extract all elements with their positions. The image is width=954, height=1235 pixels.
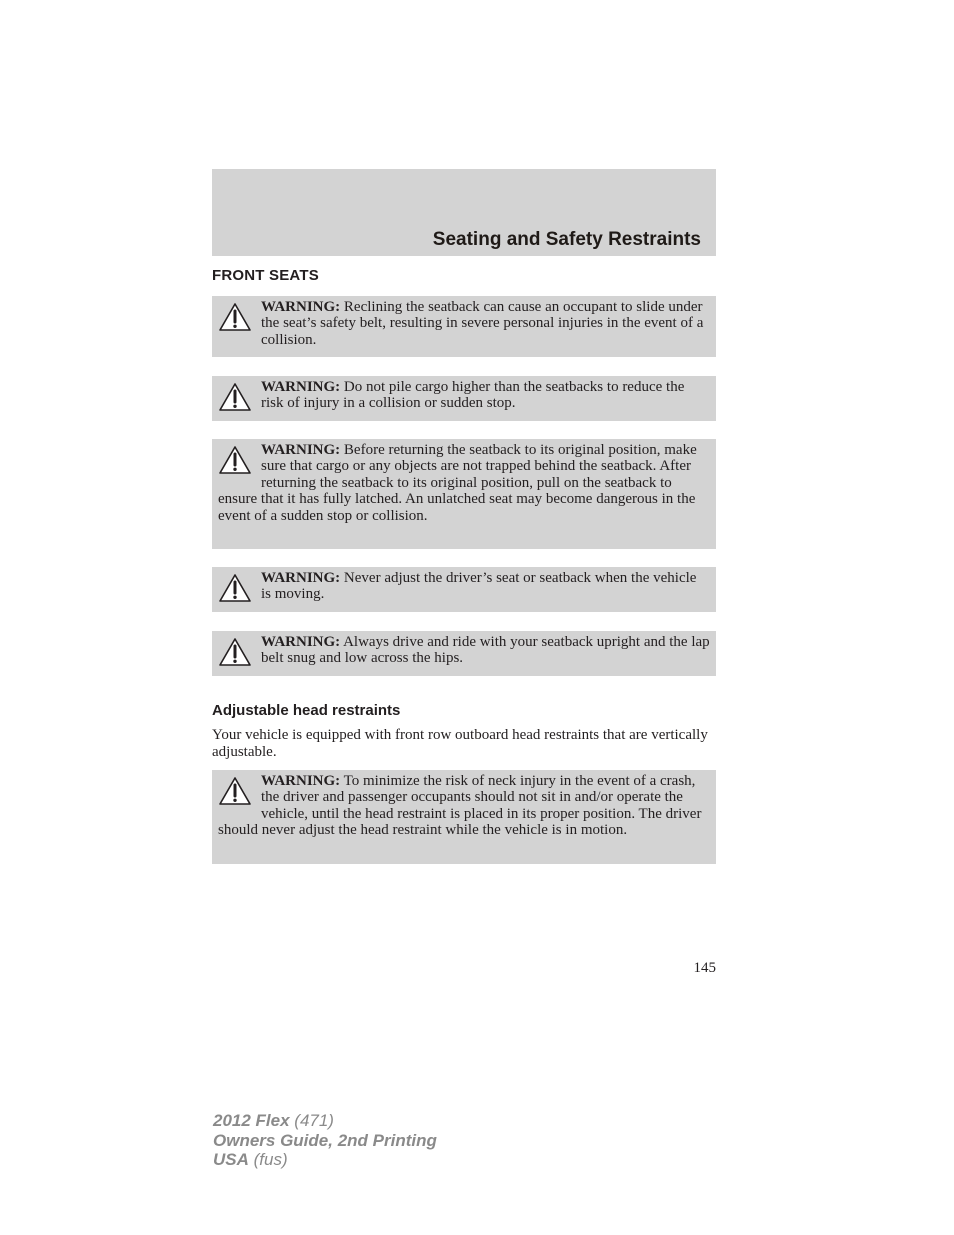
page-number: 145 [693,960,716,976]
footer-model: 2012 Flex [213,1111,290,1130]
subsection-title-head-restraints: Adjustable head restraints [212,702,401,719]
footer-model-code: (471) [289,1111,334,1130]
warning-label: WARNING: [261,634,341,650]
document-footer [213,1111,437,1170]
warning-label: WARNING: [261,570,341,586]
section-title-front-seats: FRONT SEATS [212,267,319,284]
footer-edition: Owners Guide, 2nd Printing [213,1130,437,1150]
warning-box-returning-seatback [212,439,716,549]
footer-line-market [213,1150,437,1170]
warning-label: WARNING: [261,379,341,395]
warning-triangle-icon [218,776,252,806]
footer-line-model [213,1111,437,1131]
warning-text: To minimize the risk of neck injury in the event of a crash, the driver and passenger occupants should not sit in and/or operate the vehicle, until the head restraint is placed in its proper position. The driver should never adjust the head restraint while the vehicle is in motion. [218,773,702,839]
warning-box-seatback-upright [212,631,716,676]
footer-market: USA [213,1150,249,1169]
warning-text: Reclining the seatback can cause an occupant to slide under the seat’s safety belt, resulting in severe personal injuries in the event of a collision. [261,299,704,348]
warning-label: WARNING: [261,299,341,315]
body-paragraph: Your vehicle is equipped with front row outboard head restraints that are vertically adjustable. [212,727,708,760]
warning-box-cargo [212,376,716,421]
warning-box-reclining [212,296,716,357]
chapter-title: Seating and Safety Restraints [432,229,701,250]
warning-box-adjust-moving [212,567,716,612]
warning-label: WARNING: [261,773,341,789]
warning-text: Always drive and ride with your seatback upright and the lap belt snug and low across the hips. [261,634,710,667]
warning-text: Never adjust the driver’s seat or seatback when the vehicle is moving. [261,570,697,603]
warning-triangle-icon [218,302,252,332]
warning-text: Do not pile cargo higher than the seatbacks to reduce the risk of injury in a collision or sudden stop. [261,379,685,412]
footer-market-code: (fus) [248,1150,288,1169]
warning-label: WARNING: [261,442,341,458]
warning-triangle-icon [218,382,252,412]
warning-triangle-icon [218,445,252,475]
warning-box-neck-injury [212,770,716,864]
warning-text: Before returning the seatback to its original position, make sure that cargo or any objects are not trapped behind the seatback. After returning the seatback to its original position, pull on the seatback to ensure that it has fully latched. An unlatched seat may become dangerous in the event of a sudden stop or collision. [218,442,697,524]
footer-line-edition [213,1131,437,1151]
chapter-header-band [212,169,716,256]
warning-triangle-icon [218,573,252,603]
warning-triangle-icon [218,637,252,667]
